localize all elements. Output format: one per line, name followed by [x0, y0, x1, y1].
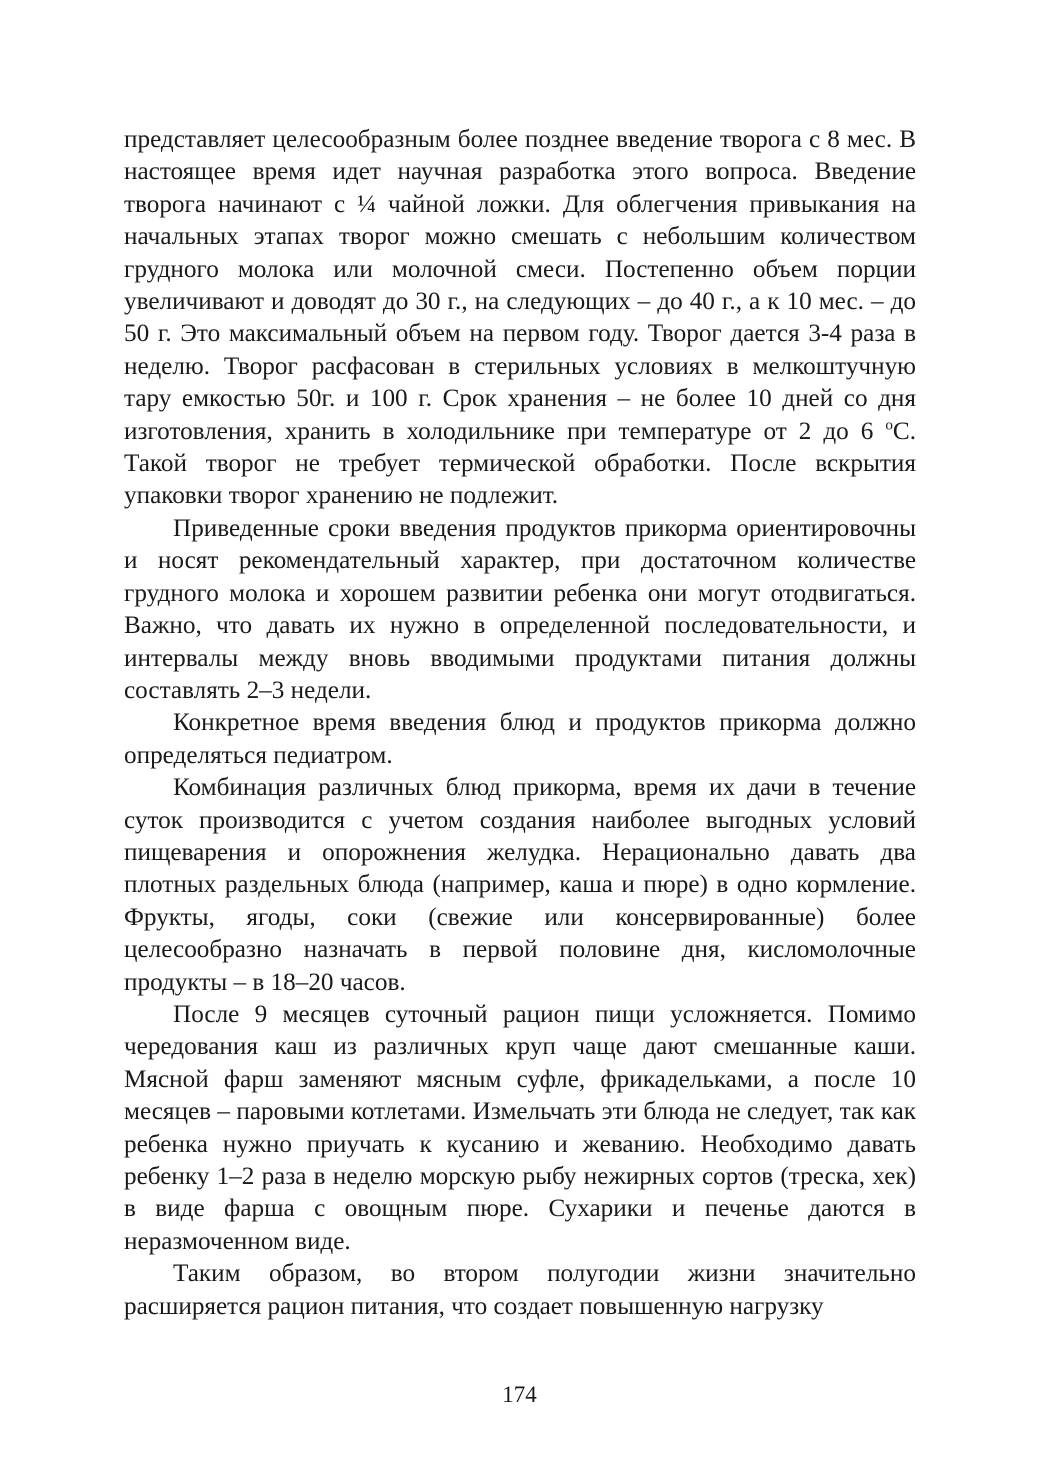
degree-sign: о — [885, 417, 893, 434]
body-text — [124, 124, 916, 1323]
paragraph-6: Таким образом, во втором полугодии жизни значительно расширяется рацион питания, что создает повышенную нагрузку — [124, 1260, 916, 1320]
paragraph-1-tail: С. Такой творог не требует термической обработки. После вскрытия упаковки творог хранению не подлежит. — [124, 417, 916, 510]
paragraph-5: После 9 месяцев суточный рацион пищи усложняется. Помимо чередования каш из различных круп чаще дают смешанные каши. Мясной фарш заменяют мясным суфле, фрикадельками, а после 10 месяцев – паровыми котлетами. Измельчать эти блюда не следует, так как ребенка нужно приучать к кусанию и жеванию. Необходимо давать ребенку 1–2 раза в неделю морскую рыбу нежирных сортов (треска, хек) в виде фарша с овощным пюре. Сухарики и печенье даются в неразмоченном виде. — [124, 1000, 916, 1255]
paragraph-1 — [124, 124, 916, 513]
page-number: 174 — [502, 1382, 537, 1407]
paragraph-1-text: представляет целесообразным более позднее введение творога с 8 мес. В настоящее время идет научная разработка этого вопроса. Введение творога начинают с ¼ чайной ложки. Для облегчения привыкания на начальных этапах творог можно смешать с небольшим количеством грудного молока или молочной смеси. Постепенно объем порции увеличивают и доводят до 30 г., на следующих – до 40 г., а к 10 мес. – до 50 г. Это максимальный объем на первом году. Творог дается 3-4 раза в неделю. Творог расфасован в стерильных условиях в мелкоштучную тару емкостью 50г. и 100 г. Срок хранения – не более 10 дней со дня изготовления, хранить в холодильнике при температуре от 2 до 6 — [124, 126, 916, 445]
paragraph-4: Комбинация различных блюд прикорма, время их дачи в течение суток производится с учетом создания наиболее выгодных условий пищеварения и опорожнения желудка. Нерационально давать два плотных раздельных блюда (например, каша и пюре) в одно кормление. Фрукты, ягоды, соки (свежие или консервированные) более целесообразно назначать в первой половине дня, кисломолочные продукты – в 18–20 часов. — [124, 774, 916, 996]
paragraph-3: Конкретное время введения блюд и продуктов прикорма должно определяться педиатром. — [124, 709, 916, 769]
paragraph-2: Приведенные сроки введения продуктов прикорма ориентировочны и носят рекомендательный характер, при достаточном количестве грудного молока и хорошем развитии ребенка они могут отодвигаться. Важно, что давать их нужно в определенной последовательности, и интервалы между вновь вводимыми продуктами питания должны составлять 2–3 недели. — [124, 514, 916, 704]
